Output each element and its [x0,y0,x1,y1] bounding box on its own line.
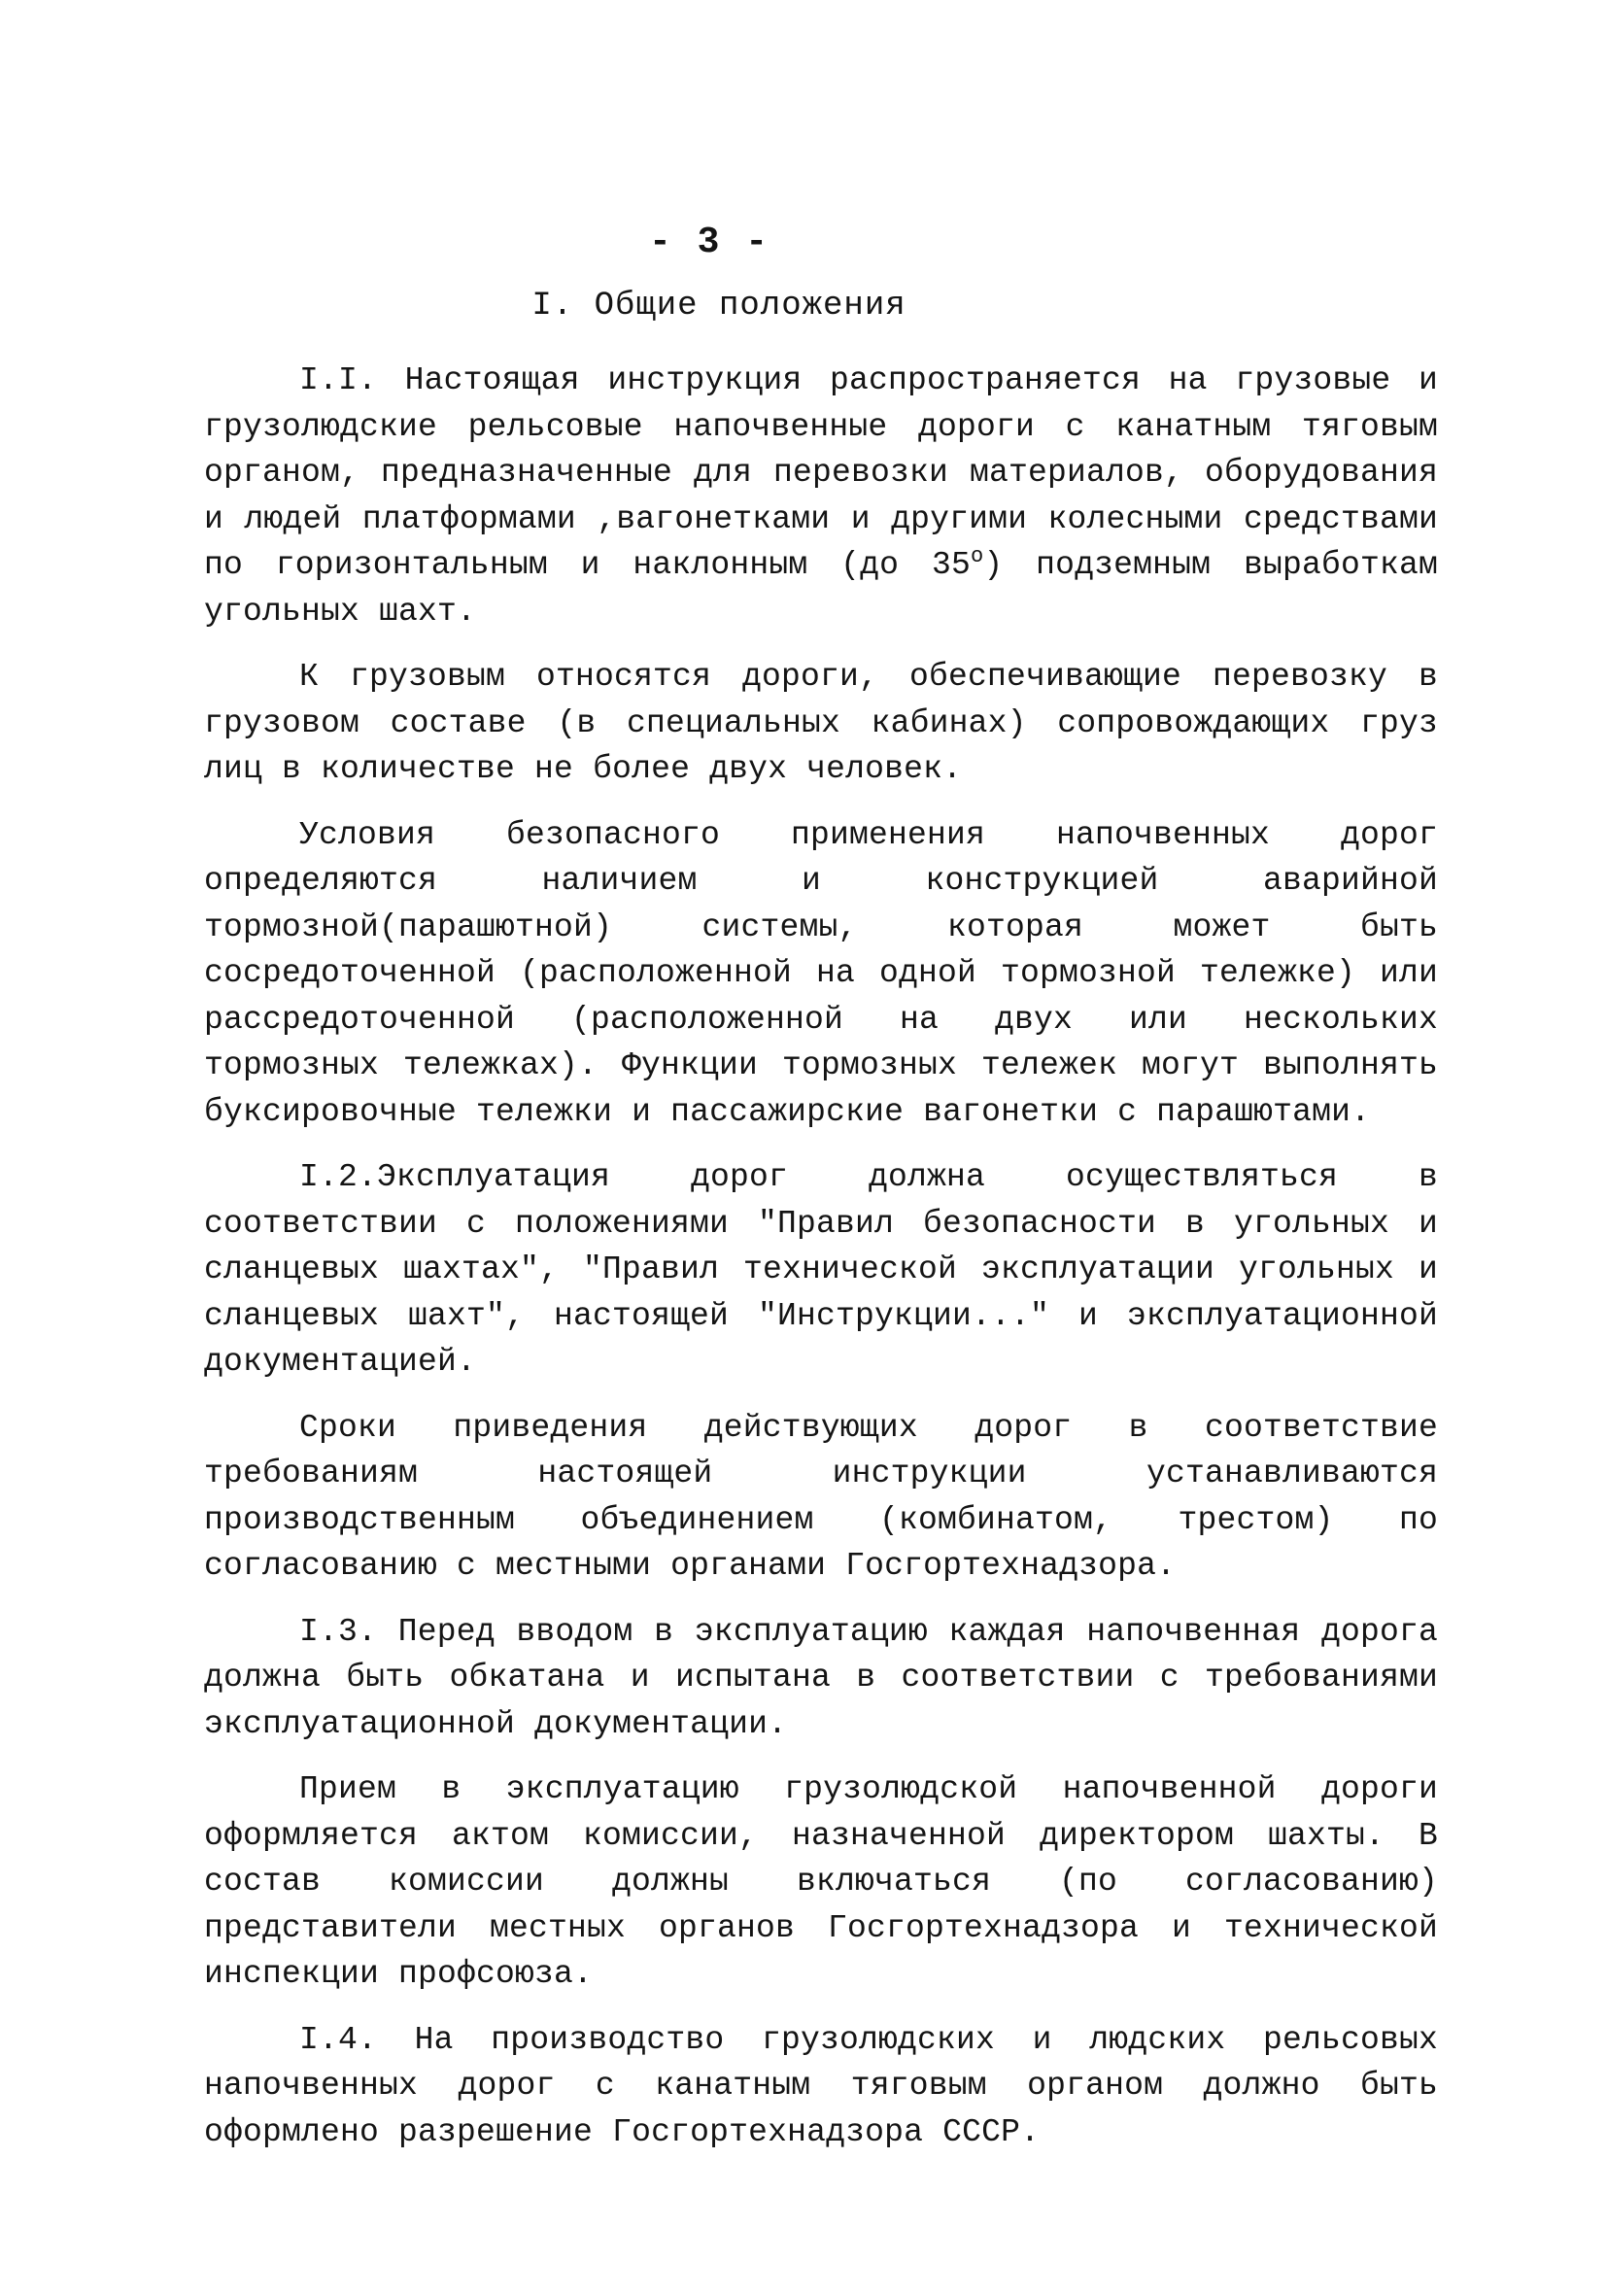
paragraph-cargo-roads: К грузовым относятся дороги, обеспечивающие перевозку в грузовом составе (в специальных кабинах) сопровождающих груз лиц в количестве не более двух человек. [204,659,1438,787]
paragraph-acceptance: Прием в эксплуатацию грузолюдской напочвенной дороги оформляется актом комиссии, назначенной директором шахты. В состав комиссии должны включаться (по согласованию) представители местных органов Госгортехнадзора и технической инспекции профсоюза. [204,1771,1438,1992]
paragraph-1-4: I.4. На производство грузолюдских и людских рельсовых напочвенных дорог с канатным тяговым органом должно быть оформлено разрешение Госгортехнадзора СССР. [204,2021,1438,2150]
paragraph-1-1-text: I.I. Настоящая инструкция распространяется на грузовые и грузолюдские рельсовые напочвенные дороги с канатным тяговым органом, предназначенные для перевозки материалов, оборудования и людей платформами ,вагонетками и другими колесными средствами по горизонтальным и наклонным (до 35 [204,362,1438,583]
body-text [204,358,1438,2155]
paragraph-1-3: I.3. Перед вводом в эксплуатацию каждая напочвенная дорога должна быть обкатана и испытана в соответствии с требованиями эксплуатационной документации. [204,1613,1438,1742]
page-number: - 3 - [648,222,770,263]
paragraph-compliance-terms: Сроки приведения действующих дорог в соответствие требованиям настоящей инструкции устанавливаются производственным объединением (комбинатом, трестом) по согласованию с местными органами Госгортехнадзора. [204,1409,1438,1584]
section-title: I. Общие положения [531,288,906,325]
paragraph-1-1-text-end: ) подземным выработкам угольных шахт. [204,547,1438,630]
paragraph-1-1 [204,358,1438,634]
paragraph-safety-conditions: Условия безопасного применения напочвенных дорог определяются наличием и конструкцией аварийной тормозной(парашютной) системы, которая может быть сосредоточенной (расположенной на одной тормозной тележке) или рассредоточенной (расположенной на двух или нескольких тормозных тележках). Функции тормозных тележек могут выполнять буксировочные тележки и пассажирские вагонетки с парашютами. [204,816,1438,1130]
paragraph-1-2: I.2.Эксплуатация дорог должна осуществляться в соответствии с положениями "Правил безопасности в угольных и сланцевых шахтах", "Правил технической эксплуатации угольных и сланцевых шахт", настоящей "Инструкции..." и эксплуатационной документацией. [204,1159,1438,1380]
degree-superscript: о [970,544,984,568]
